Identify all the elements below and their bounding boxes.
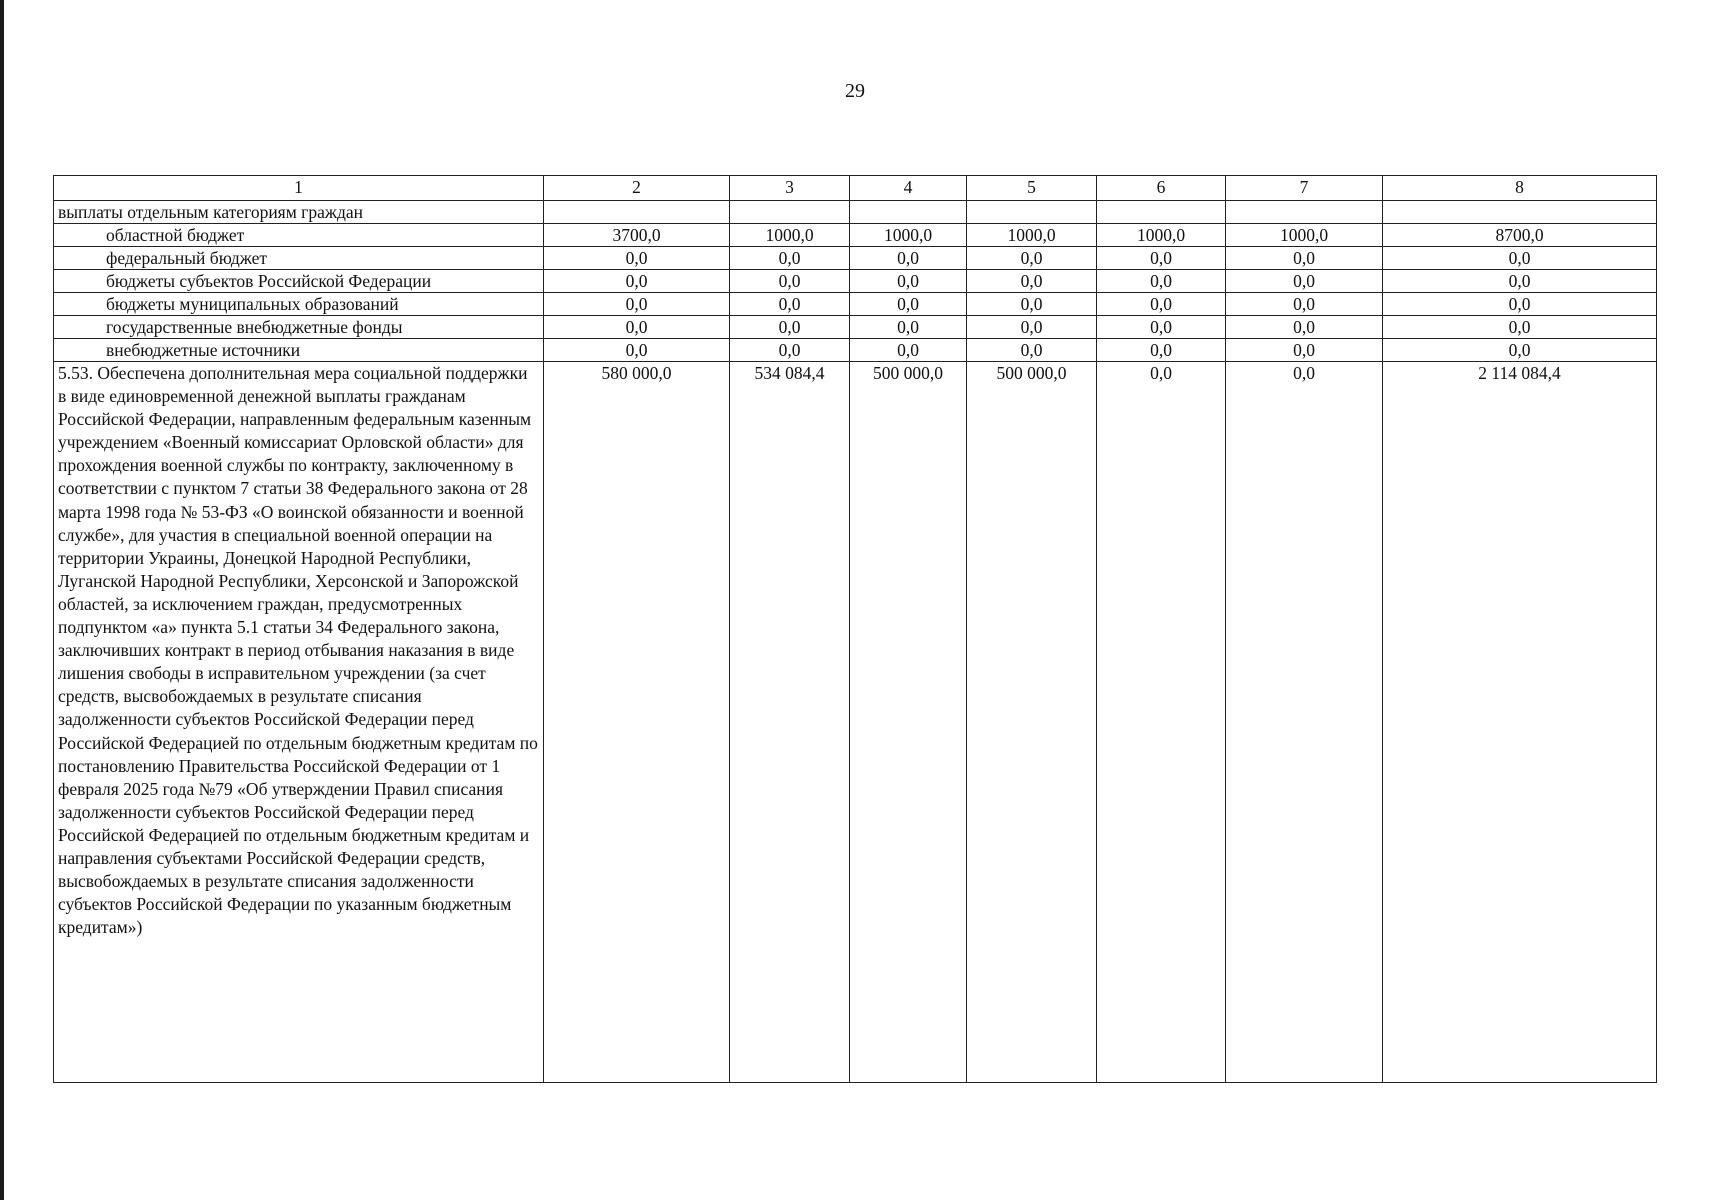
row-value: 8700,0 [1383, 224, 1657, 247]
row-value: 0,0 [544, 293, 730, 316]
measure-value: 580 000,0 [544, 362, 730, 1083]
row-value: 0,0 [730, 339, 850, 362]
row-value [967, 201, 1097, 224]
row-value: 1000,0 [1226, 224, 1383, 247]
row-value: 0,0 [730, 247, 850, 270]
row-value: 0,0 [967, 293, 1097, 316]
row-value: 0,0 [1097, 316, 1226, 339]
scan-edge [0, 0, 4, 1200]
row-value: 0,0 [544, 316, 730, 339]
row-label: выплаты отдельным категориям граждан [54, 201, 544, 224]
row-value [1383, 201, 1657, 224]
row-value: 0,0 [1383, 293, 1657, 316]
budget-table [53, 175, 1657, 1083]
measure-value: 500 000,0 [850, 362, 967, 1083]
row-value: 0,0 [1097, 293, 1226, 316]
row-value: 0,0 [1097, 270, 1226, 293]
row-value: 1000,0 [730, 224, 850, 247]
measure-value: 500 000,0 [967, 362, 1097, 1083]
row-value: 0,0 [544, 339, 730, 362]
row-value [850, 201, 967, 224]
row-label: федеральный бюджет [54, 247, 544, 270]
table-row [54, 201, 1657, 224]
measure-value: 0,0 [1226, 362, 1383, 1083]
row-value: 0,0 [1097, 247, 1226, 270]
column-header: 2 [544, 176, 730, 201]
row-value: 0,0 [1226, 247, 1383, 270]
row-value: 0,0 [967, 316, 1097, 339]
row-value: 0,0 [967, 247, 1097, 270]
column-header: 5 [967, 176, 1097, 201]
row-value: 0,0 [850, 247, 967, 270]
measure-value: 534 084,4 [730, 362, 850, 1083]
column-header: 7 [1226, 176, 1383, 201]
row-value: 0,0 [967, 339, 1097, 362]
column-header: 8 [1383, 176, 1657, 201]
table-row [54, 270, 1657, 293]
row-label: бюджеты муниципальных образований [54, 293, 544, 316]
row-value: 1000,0 [967, 224, 1097, 247]
row-value: 1000,0 [1097, 224, 1226, 247]
table-row [54, 293, 1657, 316]
row-value: 0,0 [730, 270, 850, 293]
row-label: внебюджетные источники [54, 339, 544, 362]
row-value: 0,0 [850, 293, 967, 316]
measure-total: 2 114 084,4 [1383, 362, 1657, 1083]
column-header: 1 [54, 176, 544, 201]
row-value: 0,0 [1383, 247, 1657, 270]
measure-row [54, 362, 1657, 1083]
page-number: 29 [845, 80, 865, 102]
row-value: 0,0 [850, 270, 967, 293]
table-header-row [54, 176, 1657, 201]
row-value: 0,0 [1226, 293, 1383, 316]
column-header: 6 [1097, 176, 1226, 201]
row-value: 0,0 [544, 270, 730, 293]
row-value: 0,0 [850, 339, 967, 362]
row-value [1226, 201, 1383, 224]
row-value: 3700,0 [544, 224, 730, 247]
table-row [54, 339, 1657, 362]
row-value [730, 201, 850, 224]
row-label: областной бюджет [54, 224, 544, 247]
row-value: 0,0 [1226, 339, 1383, 362]
row-value: 0,0 [850, 316, 967, 339]
row-value: 0,0 [1383, 339, 1657, 362]
row-value: 0,0 [1226, 316, 1383, 339]
row-value: 0,0 [1097, 339, 1226, 362]
row-value: 1000,0 [850, 224, 967, 247]
table-row [54, 224, 1657, 247]
column-header: 4 [850, 176, 967, 201]
measure-value: 0,0 [1097, 362, 1226, 1083]
row-value [544, 201, 730, 224]
measure-description: 5.53. Обеспечена дополнительная мера социальной поддержки в виде единовременной денежной выплаты гражданам Российской Федерации, направленным федеральным казенным учреждением «Военный комиссариат Орловской области» для прохождения военной службы по контракту, заключенному в соответствии с пунктом 7 статьи 38 Федерального закона от 28 марта 1998 года № 53-ФЗ «О воинской обязанности и военной службе», для участия в специальной военной операции на территории Украины, Донецкой Народной Республики, Луганской Народной Республики, Херсонской и Запорожской областей, за исключением граждан, предусмотренных подпунктом «а» пункта 5.1 статьи 34 Федерального закона, заключивших контракт в период отбывания наказания в виде лишения свободы в исправительном учреждении (за счет средств, высвобождаемых в результате списания задолженности субъектов Российской Федерации перед Российской Федерацией по отдельным бюджетным кредитам по постановлению Правительства Российской Федерации от 1 февраля 2025 года №79 «Об утверждении Правил списания задолженности субъектов Российской Федерации перед Российской Федерацией по отдельным бюджетным кредитам и направления субъектами Российской Федерации средств, высвобождаемых в результате списания задолженности субъектов Российской Федерации по указанным бюджетным кредитам») [54, 362, 544, 1083]
column-header: 3 [730, 176, 850, 201]
row-value: 0,0 [1383, 316, 1657, 339]
table-row [54, 247, 1657, 270]
row-value: 0,0 [544, 247, 730, 270]
row-label: государственные внебюджетные фонды [54, 316, 544, 339]
row-value: 0,0 [967, 270, 1097, 293]
row-value: 0,0 [1226, 270, 1383, 293]
row-label: бюджеты субъектов Российской Федерации [54, 270, 544, 293]
row-value: 0,0 [730, 316, 850, 339]
row-value: 0,0 [730, 293, 850, 316]
row-value: 0,0 [1383, 270, 1657, 293]
table-row [54, 316, 1657, 339]
row-value [1097, 201, 1226, 224]
